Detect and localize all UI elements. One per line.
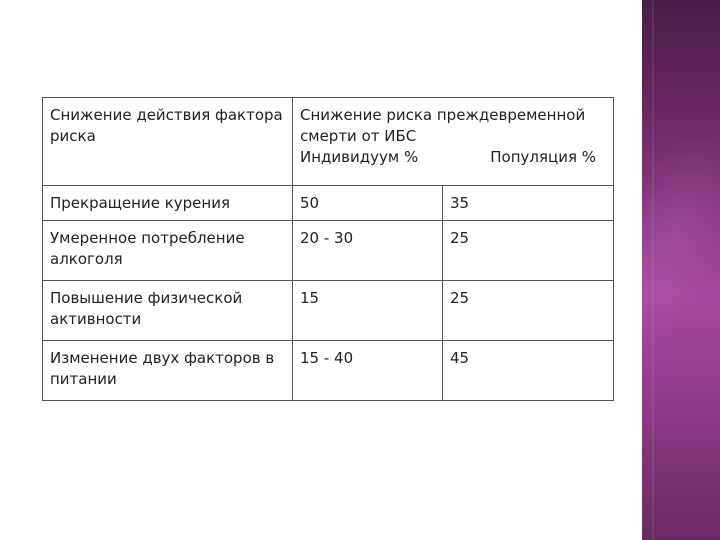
header-title-line-2: смерти от ИБС	[300, 127, 417, 145]
risk-reduction-table	[42, 97, 614, 401]
header-subcolumns	[300, 147, 606, 168]
header-risk-cell	[293, 98, 614, 186]
factor-cell: Повышение физической активности	[43, 281, 293, 341]
table-row	[43, 281, 614, 341]
header-population-label: Популяция %	[490, 148, 596, 166]
individual-cell: 15 - 40	[293, 341, 443, 401]
header-factor-label: Снижение действия фактора риска	[50, 106, 283, 145]
individual-cell: 15	[293, 281, 443, 341]
population-cell: 25	[443, 281, 614, 341]
individual-cell: 20 - 30	[293, 221, 443, 281]
factor-cell: Умеренное потребление алкоголя	[43, 221, 293, 281]
factor-cell: Изменение двух факторов в питании	[43, 341, 293, 401]
population-cell: 25	[443, 221, 614, 281]
table-row	[43, 341, 614, 401]
table-row	[43, 221, 614, 281]
decorative-side-panel	[642, 0, 720, 540]
header-title-line-1: Снижение риска преждевременной	[300, 106, 586, 124]
factor-cell: Прекращение курения	[43, 186, 293, 221]
table-row	[43, 186, 614, 221]
header-factor-cell	[43, 98, 293, 186]
population-cell: 45	[443, 341, 614, 401]
individual-cell: 50	[293, 186, 443, 221]
table-header-row	[43, 98, 614, 186]
header-individual-label: Индивидуум %	[300, 148, 419, 166]
population-cell: 35	[443, 186, 614, 221]
